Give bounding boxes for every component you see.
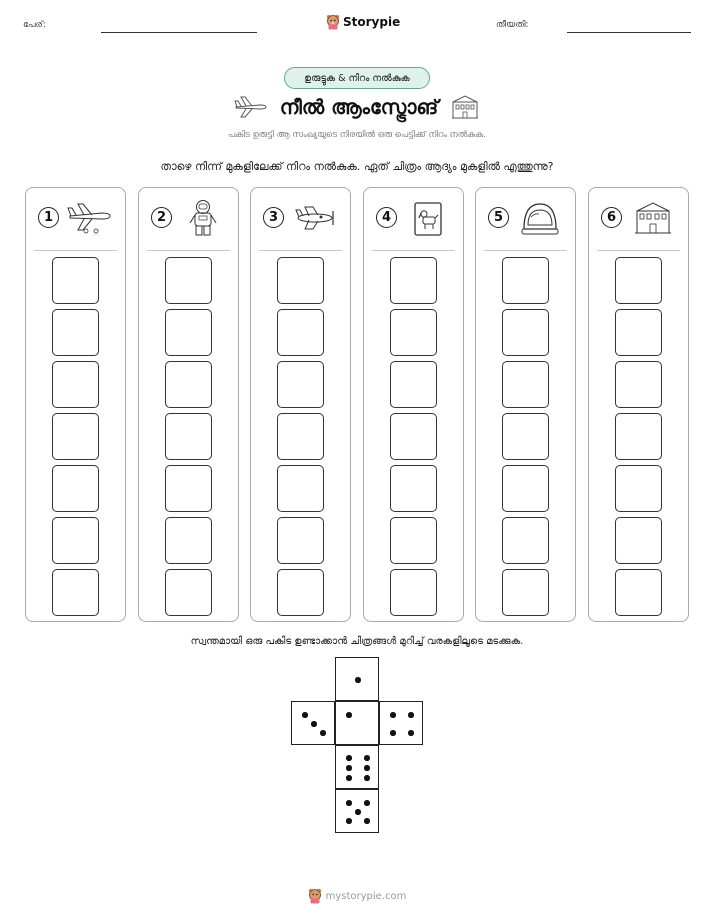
dog-card-icon (404, 199, 452, 237)
bear-mascot-icon (326, 14, 340, 30)
color-box[interactable] (52, 257, 99, 304)
color-box[interactable] (52, 517, 99, 564)
activity-badge: ഉരുട്ടുക & നിറം നൽകുക (284, 67, 430, 89)
column-6 (588, 187, 689, 622)
color-box[interactable] (502, 569, 549, 616)
title-row (0, 92, 714, 122)
color-box[interactable] (165, 309, 212, 356)
color-box[interactable] (165, 257, 212, 304)
die-face-one-center (335, 701, 379, 745)
instruction-text: താഴെ നിന്ന് മുകളിലേക്ക് നിറം നൽകുക. ഏത് ചിത്രം ആദ്യം മുകളിൽ എത്തുന്നു? (160, 160, 554, 173)
color-box[interactable] (165, 465, 212, 512)
color-box[interactable] (52, 413, 99, 460)
column-3 (250, 187, 351, 622)
subtitle: പകിട ഉരുട്ടി ആ സംഖ്യയുടെ നിരയിൽ ഒരു പെട്ടിക്ക് നിറം നൽകുക. (228, 130, 486, 140)
color-box[interactable] (615, 361, 662, 408)
storypie-logo (326, 14, 400, 30)
color-box[interactable] (502, 465, 549, 512)
cutout-instruction: സ്വന്തമായി ഒരു പകിട ഉണ്ടാക്കാൻ ചിത്രങ്ങൾ മുറിച്ച് വരകളിലൂടെ മടക്കുക. (190, 636, 524, 647)
die-face-one (335, 657, 379, 701)
color-box[interactable] (277, 257, 324, 304)
footer-url[interactable]: mystorypie.com (325, 890, 407, 902)
column-number: 5 (488, 207, 509, 228)
color-box[interactable] (502, 257, 549, 304)
column-number: 4 (376, 207, 397, 228)
color-box[interactable] (615, 465, 662, 512)
column-4 (363, 187, 464, 622)
color-box[interactable] (277, 309, 324, 356)
color-box[interactable] (165, 517, 212, 564)
color-box[interactable] (502, 413, 549, 460)
color-box[interactable] (390, 309, 437, 356)
color-box[interactable] (277, 465, 324, 512)
airplane-icon (66, 199, 114, 237)
color-box[interactable] (52, 569, 99, 616)
astronaut-icon (179, 199, 227, 237)
column-number: 3 (263, 207, 284, 228)
color-box[interactable] (277, 413, 324, 460)
color-box[interactable] (52, 309, 99, 356)
color-box[interactable] (615, 309, 662, 356)
school-building-icon (629, 199, 677, 237)
column-1 (25, 187, 126, 622)
color-box[interactable] (277, 361, 324, 408)
page-title: നീൽ ആംസ്ട്രോങ് (279, 95, 439, 119)
color-box[interactable] (615, 569, 662, 616)
name-field[interactable] (101, 32, 257, 33)
column-2 (138, 187, 239, 622)
date-label: തീയതി: (496, 20, 529, 30)
color-box[interactable] (52, 361, 99, 408)
color-box[interactable] (390, 517, 437, 564)
color-box[interactable] (165, 569, 212, 616)
column-number: 2 (151, 207, 172, 228)
column-5 (475, 187, 576, 622)
color-box[interactable] (615, 413, 662, 460)
color-box[interactable] (390, 361, 437, 408)
footer (0, 888, 714, 904)
bear-mascot-icon (308, 888, 322, 904)
color-box[interactable] (277, 569, 324, 616)
color-box[interactable] (165, 413, 212, 460)
date-field[interactable] (567, 32, 691, 33)
color-box[interactable] (277, 517, 324, 564)
color-box[interactable] (390, 413, 437, 460)
die-face-two (291, 701, 335, 745)
airplane-icon (234, 94, 268, 120)
color-box[interactable] (615, 517, 662, 564)
space-helmet-icon (516, 199, 564, 237)
column-number: 1 (38, 207, 59, 228)
die-face-four (379, 701, 423, 745)
die-face-five (335, 789, 379, 833)
color-box[interactable] (390, 465, 437, 512)
school-building-icon (450, 94, 480, 120)
propeller-plane-icon (291, 199, 339, 237)
color-box[interactable] (52, 465, 99, 512)
color-box[interactable] (165, 361, 212, 408)
name-label: പേര്: (23, 20, 46, 30)
color-box[interactable] (502, 309, 549, 356)
color-box[interactable] (390, 569, 437, 616)
color-box[interactable] (615, 257, 662, 304)
column-number: 6 (601, 207, 622, 228)
color-box[interactable] (502, 361, 549, 408)
color-box[interactable] (502, 517, 549, 564)
die-face-six (335, 745, 379, 789)
brand-name: Storypie (343, 15, 401, 29)
color-box[interactable] (390, 257, 437, 304)
